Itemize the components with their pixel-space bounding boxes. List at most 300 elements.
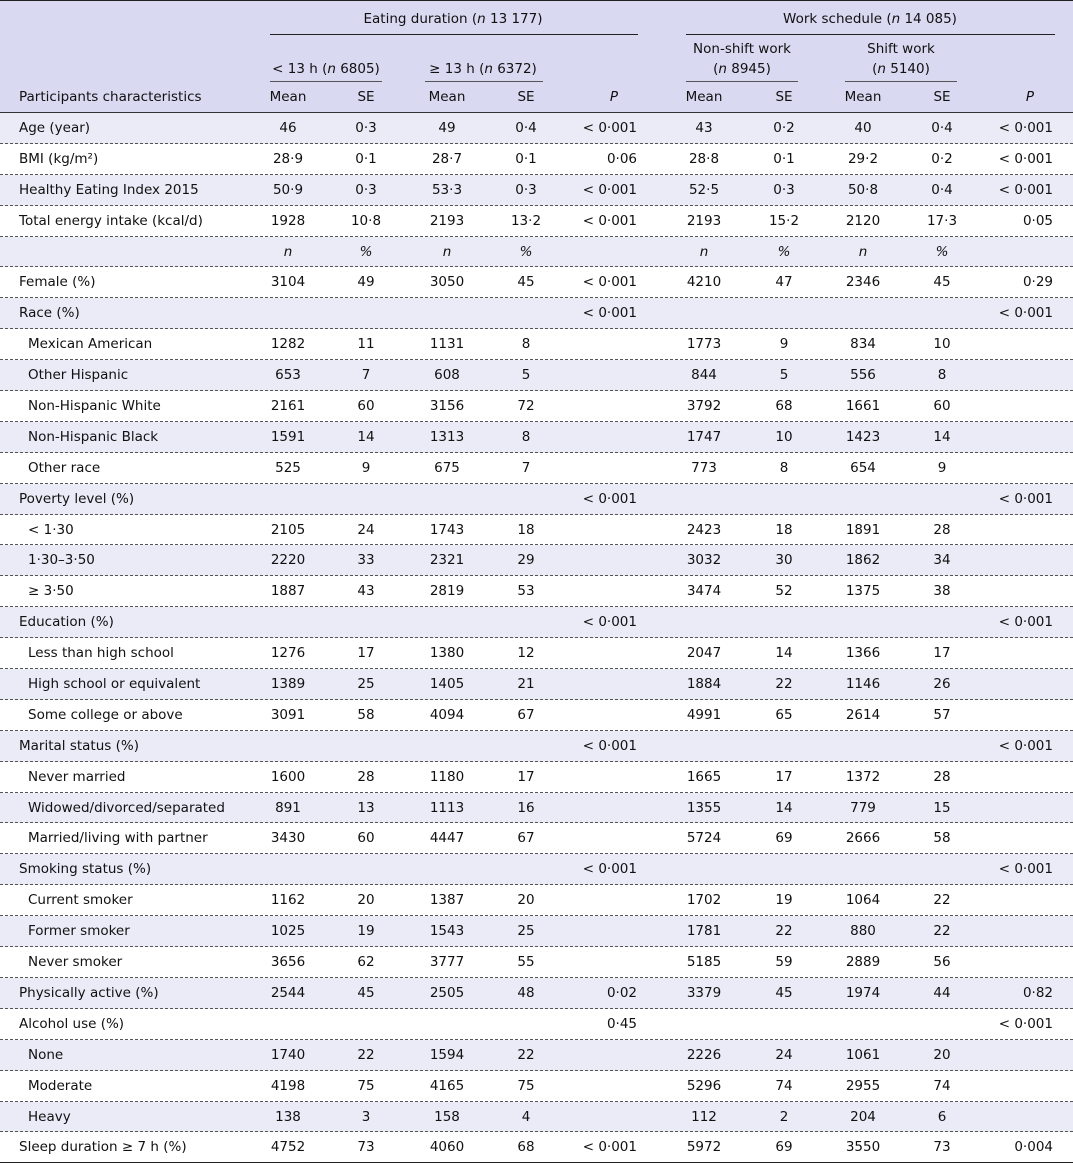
table-row	[0, 607, 1073, 638]
table-row	[0, 1040, 1073, 1071]
table-cell: 21	[517, 676, 535, 693]
table-cell: 2614	[845, 706, 881, 723]
table-cell: < 0·001	[998, 181, 1053, 198]
table-cell: 68	[775, 398, 793, 415]
table-cell: 49	[438, 120, 456, 136]
table-cell: < 0·001	[582, 181, 637, 198]
table-row	[0, 916, 1073, 947]
table-row	[0, 762, 1073, 793]
table-cell: 2193	[686, 212, 722, 229]
table-cell: 20	[933, 1046, 951, 1063]
table-cell: 17·3	[926, 212, 958, 229]
col-header-mean-3: Mean	[685, 89, 723, 105]
table-cell: 43	[695, 120, 713, 136]
table-cell: 1928	[270, 212, 306, 229]
lt13-underline	[270, 81, 382, 82]
table-cell: 1162	[270, 892, 306, 909]
table-cell: 0·82	[1022, 984, 1053, 1001]
table-cell: 22	[775, 676, 793, 693]
table-cell: 48	[517, 984, 535, 1001]
table-cell: 3550	[845, 1139, 881, 1156]
col-header-se-4: SE	[933, 89, 951, 105]
table-cell: 68	[517, 1139, 535, 1156]
table-cell: < 0·001	[998, 737, 1053, 754]
table-cell: n	[283, 243, 293, 260]
table-cell: < 0·001	[582, 274, 637, 291]
table-cell: 4060	[429, 1139, 465, 1156]
table-row	[0, 329, 1073, 360]
table-row	[0, 1102, 1073, 1133]
table-cell: 22	[357, 1046, 375, 1063]
table-cell: 675	[434, 459, 460, 476]
table-cell: 3792	[686, 398, 722, 415]
table-cell: 0·4	[515, 120, 537, 136]
table-cell: 45	[357, 984, 375, 1001]
table-cell: 1891	[845, 521, 881, 538]
table-cell: 2819	[429, 583, 465, 600]
table-row	[0, 422, 1073, 453]
table-cell: 1380	[429, 645, 465, 662]
row-label: Former smoker	[28, 923, 130, 940]
table-cell: 1113	[429, 799, 465, 816]
table-row	[0, 885, 1073, 916]
table-cell: 3	[361, 1108, 371, 1125]
table-cell: 1146	[845, 676, 881, 693]
table-cell: 0·3	[773, 181, 795, 198]
table-cell: 2105	[270, 521, 306, 538]
table-cell: 14	[357, 428, 375, 445]
table-cell: 58	[357, 706, 375, 723]
ge13-subheader: ≥ 13 h (n 6372)	[429, 61, 537, 77]
shift-underline	[845, 81, 957, 82]
table-cell: 2505	[429, 984, 465, 1001]
table-cell: 3104	[270, 274, 306, 291]
eating-group-underline	[270, 34, 638, 35]
table-cell: < 0·001	[998, 861, 1053, 878]
table-cell: 25	[517, 923, 535, 940]
table-cell: 3656	[270, 954, 306, 971]
table-cell: 0·45	[606, 1015, 637, 1032]
table-cell: 72	[517, 398, 535, 415]
table-cell: 2161	[270, 398, 306, 415]
row-label: Mexican American	[28, 336, 153, 353]
table-cell: 4210	[686, 274, 722, 291]
table-cell: %	[519, 243, 533, 260]
table-cell: 0·29	[1022, 274, 1053, 291]
table-cell: 1276	[270, 645, 306, 662]
table-row	[0, 700, 1073, 731]
table-cell: < 0·001	[582, 737, 637, 754]
row-label: Less than high school	[28, 645, 174, 662]
table-cell: 67	[517, 706, 535, 723]
col-header-se-1: SE	[357, 89, 375, 105]
table-cell: 653	[275, 367, 301, 384]
table-cell: 67	[517, 830, 535, 847]
table-cell: 69	[775, 830, 793, 847]
table-cell: 22	[933, 892, 951, 909]
table-cell: 74	[933, 1077, 951, 1094]
table-cell: 69	[775, 1139, 793, 1156]
table-row	[0, 484, 1073, 515]
row-label: Non-Hispanic White	[28, 398, 161, 415]
table-cell: %	[777, 243, 791, 260]
table-cell: 3032	[686, 552, 722, 569]
table-row	[0, 823, 1073, 854]
col-header-mean-2: Mean	[428, 89, 466, 105]
table-cell: 18	[517, 521, 535, 538]
table-cell: 28	[933, 521, 951, 538]
table-cell: 14	[775, 645, 793, 662]
table-cell: 8	[937, 367, 947, 384]
table-cell: 17	[933, 645, 951, 662]
table-cell: < 0·001	[582, 1139, 637, 1156]
table-cell: 0·4	[931, 120, 953, 136]
row-label: Poverty level (%)	[19, 490, 135, 507]
table-cell: 28·9	[272, 150, 304, 167]
row-label: Non-Hispanic Black	[28, 428, 159, 445]
table-cell: 1375	[845, 583, 881, 600]
row-label: Other race	[28, 459, 101, 476]
table-cell: 24	[775, 1046, 793, 1063]
table-cell: 20	[357, 892, 375, 909]
table-cell: 28	[933, 768, 951, 785]
table-cell: 28	[357, 768, 375, 785]
table-cell: < 0·001	[998, 150, 1053, 167]
table-cell: 0·06	[606, 150, 637, 167]
table-cell: 3091	[270, 706, 306, 723]
work-group-underline	[686, 34, 1055, 35]
table-cell: 1594	[429, 1046, 465, 1063]
table-cell: 1543	[429, 923, 465, 940]
table-cell: 891	[275, 799, 301, 816]
table-cell: 5724	[686, 830, 722, 847]
table-cell: 1740	[270, 1046, 306, 1063]
col-header-se-3: SE	[775, 89, 793, 105]
table-row	[0, 360, 1073, 391]
table-cell: < 0·001	[998, 490, 1053, 507]
table-row	[0, 391, 1073, 422]
table-cell: 19	[775, 892, 793, 909]
table-cell: 17	[775, 768, 793, 785]
row-label: Married/living with partner	[28, 830, 208, 847]
table-cell: 5296	[686, 1077, 722, 1094]
table-cell: 73	[357, 1139, 375, 1156]
table-row	[0, 638, 1073, 669]
table-cell: 15	[933, 799, 951, 816]
row-label: Total energy intake (kcal/d)	[19, 212, 203, 229]
table-cell: 13	[357, 799, 375, 816]
table-cell: 0·2	[931, 150, 953, 167]
table-row	[0, 731, 1073, 762]
table-cell: 5972	[686, 1139, 722, 1156]
table-cell: 73	[933, 1139, 951, 1156]
shift-subheader-line2: (n 5140)	[872, 61, 930, 77]
table-cell: 0·05	[1022, 212, 1053, 229]
table-cell: 45	[517, 274, 535, 291]
table-cell: < 0·001	[582, 120, 637, 136]
table-row	[0, 144, 1073, 175]
table-cell: 5185	[686, 954, 722, 971]
work-schedule-group-header: Work schedule (n 14 085)	[783, 11, 957, 27]
table-cell: 62	[357, 954, 375, 971]
table-cell: 844	[691, 367, 717, 384]
table-cell: 9	[361, 459, 371, 476]
table-cell: 8	[521, 428, 531, 445]
table-cell: 2220	[270, 552, 306, 569]
table-cell: 44	[933, 984, 951, 1001]
table-cell: 4165	[429, 1077, 465, 1094]
table-cell: 1423	[845, 428, 881, 445]
table-cell: 1387	[429, 892, 465, 909]
col-header-mean-4: Mean	[844, 89, 882, 105]
table-cell: 138	[275, 1108, 301, 1125]
row-label: Female (%)	[19, 274, 96, 291]
table-cell: 22	[775, 923, 793, 940]
row-label: BMI (kg/m²)	[19, 150, 99, 167]
col-header-p-2: P	[1025, 89, 1035, 105]
table-cell: 2321	[429, 552, 465, 569]
row-label: Age (year)	[19, 120, 91, 136]
row-label: Some college or above	[28, 706, 183, 723]
table-cell: 8	[779, 459, 789, 476]
table-cell: 654	[850, 459, 876, 476]
table-cell: 9	[937, 459, 947, 476]
lt13-subheader: < 13 h (n 6805)	[272, 61, 380, 77]
table-cell: %	[359, 243, 373, 260]
table-cell: 0·1	[515, 150, 537, 167]
table-row	[0, 793, 1073, 824]
row-label: Race (%)	[19, 305, 80, 322]
table-cell: 2120	[845, 212, 881, 229]
row-label: Current smoker	[28, 892, 133, 909]
table-cell: 1061	[845, 1046, 881, 1063]
table-cell: 33	[357, 552, 375, 569]
table-cell: 5	[521, 367, 531, 384]
table-cell: n	[699, 243, 709, 260]
nonshift-underline	[686, 81, 798, 82]
table-cell: 14	[933, 428, 951, 445]
row-label: Physically active (%)	[19, 984, 159, 1001]
table-cell: < 0·001	[582, 861, 637, 878]
table-cell: 1665	[686, 768, 722, 785]
table-cell: 28·7	[431, 150, 463, 167]
table-cell: 2544	[270, 984, 306, 1001]
table-cell: < 0·001	[582, 212, 637, 229]
row-label: Smoking status (%)	[19, 861, 152, 878]
table-cell: 2	[779, 1108, 789, 1125]
table-cell: 16	[517, 799, 535, 816]
table-cell: 2889	[845, 954, 881, 971]
table-cell: 50·8	[847, 181, 879, 198]
table-cell: 779	[850, 799, 876, 816]
table-row	[0, 854, 1073, 885]
table-cell: 50·9	[272, 181, 304, 198]
col-header-mean-1: Mean	[269, 89, 307, 105]
table-cell: 3777	[429, 954, 465, 971]
nonshift-subheader-line2: (n 8945)	[713, 61, 771, 77]
table-cell: 4198	[270, 1077, 306, 1094]
table-cell: 2047	[686, 645, 722, 662]
table-cell: %	[935, 243, 949, 260]
table-cell: 1282	[270, 336, 306, 353]
table-cell: 0·3	[355, 181, 377, 198]
table-cell: 56	[933, 954, 951, 971]
table-cell: 29	[517, 552, 535, 569]
table-cell: 2193	[429, 212, 465, 229]
table-cell: 1389	[270, 676, 306, 693]
table-cell: 0·3	[355, 120, 377, 136]
table-cell: 1355	[686, 799, 722, 816]
table-cell: 1405	[429, 676, 465, 693]
table-cell: 30	[775, 552, 793, 569]
table-cell: 52·5	[688, 181, 720, 198]
table-cell: 24	[357, 521, 375, 538]
table-cell: 4991	[686, 706, 722, 723]
table-row	[0, 515, 1073, 546]
row-label: Education (%)	[19, 614, 114, 631]
nonshift-subheader-line1: Non-shift work	[693, 41, 791, 57]
table-cell: 75	[517, 1077, 535, 1094]
shift-subheader-line1: Shift work	[867, 41, 935, 57]
table-cell: 1884	[686, 676, 722, 693]
table-cell: 52	[775, 583, 793, 600]
table-cell: < 0·001	[998, 120, 1053, 136]
table-cell: 10	[775, 428, 793, 445]
table-cell: 12	[517, 645, 535, 662]
table-cell: 9	[779, 336, 789, 353]
table-cell: 0·1	[355, 150, 377, 167]
table-cell: < 0·001	[582, 305, 637, 322]
table-cell: 4447	[429, 830, 465, 847]
col-header-p-1: P	[609, 89, 619, 105]
table-cell: 17	[517, 768, 535, 785]
table-cell: 158	[434, 1108, 460, 1125]
row-label: 1·30–3·50	[28, 552, 95, 569]
table-cell: 1591	[270, 428, 306, 445]
table-row	[0, 206, 1073, 237]
table-cell: 112	[691, 1108, 717, 1125]
table-cell: 6	[937, 1108, 947, 1125]
table-cell: 834	[850, 336, 876, 353]
table-cell: 7	[521, 459, 531, 476]
table-cell: 46	[279, 120, 297, 136]
table-cell: 4752	[270, 1139, 306, 1156]
row-label: Never married	[28, 768, 126, 785]
table-cell: 40	[854, 120, 872, 136]
table-cell: 4094	[429, 706, 465, 723]
table-cell: 1887	[270, 583, 306, 600]
table-cell: 20	[517, 892, 535, 909]
table-cell: 22	[517, 1046, 535, 1063]
table-cell: 60	[933, 398, 951, 415]
table-cell: 525	[275, 459, 301, 476]
table-header	[0, 0, 1073, 113]
table-cell: 8	[521, 336, 531, 353]
table-cell: 2346	[845, 274, 881, 291]
table-cell: 1366	[845, 645, 881, 662]
row-label: High school or equivalent	[28, 676, 201, 693]
table-cell: 4	[521, 1108, 531, 1125]
table-cell: 1313	[429, 428, 465, 445]
table-cell: 75	[357, 1077, 375, 1094]
eating-duration-group-header: Eating duration (n 13 177)	[363, 11, 543, 27]
table-row	[0, 978, 1073, 1009]
table-cell: 15·2	[768, 212, 800, 229]
table-cell: 1600	[270, 768, 306, 785]
table-cell: 45	[933, 274, 951, 291]
table-cell: 5	[779, 367, 789, 384]
table-row	[0, 1132, 1073, 1163]
row-label-header: Participants characteristics	[19, 89, 202, 105]
table-cell: 34	[933, 552, 951, 569]
table-cell: 53	[517, 583, 535, 600]
table-cell: 58	[933, 830, 951, 847]
table-cell: 59	[775, 954, 793, 971]
table-cell: 1064	[845, 892, 881, 909]
table-cell: 1781	[686, 923, 722, 940]
table-cell: 0·02	[606, 984, 637, 1001]
table-cell: 1661	[845, 398, 881, 415]
table-row	[0, 669, 1073, 700]
table-cell: < 0·001	[998, 1015, 1053, 1032]
table-cell: 1372	[845, 768, 881, 785]
table-cell: 2226	[686, 1046, 722, 1063]
table-cell: 19	[357, 923, 375, 940]
table-row	[0, 237, 1073, 268]
table-cell: 74	[775, 1077, 793, 1094]
table-cell: 2423	[686, 521, 722, 538]
table-cell: 65	[775, 706, 793, 723]
table-cell: 204	[850, 1108, 876, 1125]
row-label: Never smoker	[28, 954, 123, 971]
table-cell: 55	[517, 954, 535, 971]
table-row	[0, 175, 1073, 206]
table-cell: 7	[361, 367, 371, 384]
table-cell: 1180	[429, 768, 465, 785]
table-cell: 556	[850, 367, 876, 384]
table-cell: n	[442, 243, 452, 260]
table-cell: 47	[775, 274, 793, 291]
table-cell: 608	[434, 367, 460, 384]
table-cell: < 0·001	[582, 614, 637, 631]
table-cell: 43	[357, 583, 375, 600]
table-cell: 3156	[429, 398, 465, 415]
table-cell: 13·2	[510, 212, 542, 229]
table-cell: 0·4	[931, 181, 953, 198]
table-cell: 1702	[686, 892, 722, 909]
table-cell: n	[858, 243, 868, 260]
table-row	[0, 576, 1073, 607]
table-cell: < 0·001	[998, 305, 1053, 322]
row-label: < 1·30	[28, 521, 74, 538]
table-row	[0, 1071, 1073, 1102]
table-cell: 1773	[686, 336, 722, 353]
table-row	[0, 113, 1073, 144]
table-cell: 10·8	[350, 212, 382, 229]
table-cell: 0·1	[773, 150, 795, 167]
table-cell: 17	[357, 645, 375, 662]
row-label: Marital status (%)	[19, 737, 139, 754]
ge13-underline	[425, 81, 543, 82]
table-cell: 14	[775, 799, 793, 816]
table-cell: 29·2	[847, 150, 879, 167]
table-cell: 60	[357, 398, 375, 415]
table-cell: 3050	[429, 274, 465, 291]
row-label: Healthy Eating Index 2015	[19, 181, 199, 198]
table-cell: 10	[933, 336, 951, 353]
table-cell: 0·2	[773, 120, 795, 136]
table-cell: 26	[933, 676, 951, 693]
